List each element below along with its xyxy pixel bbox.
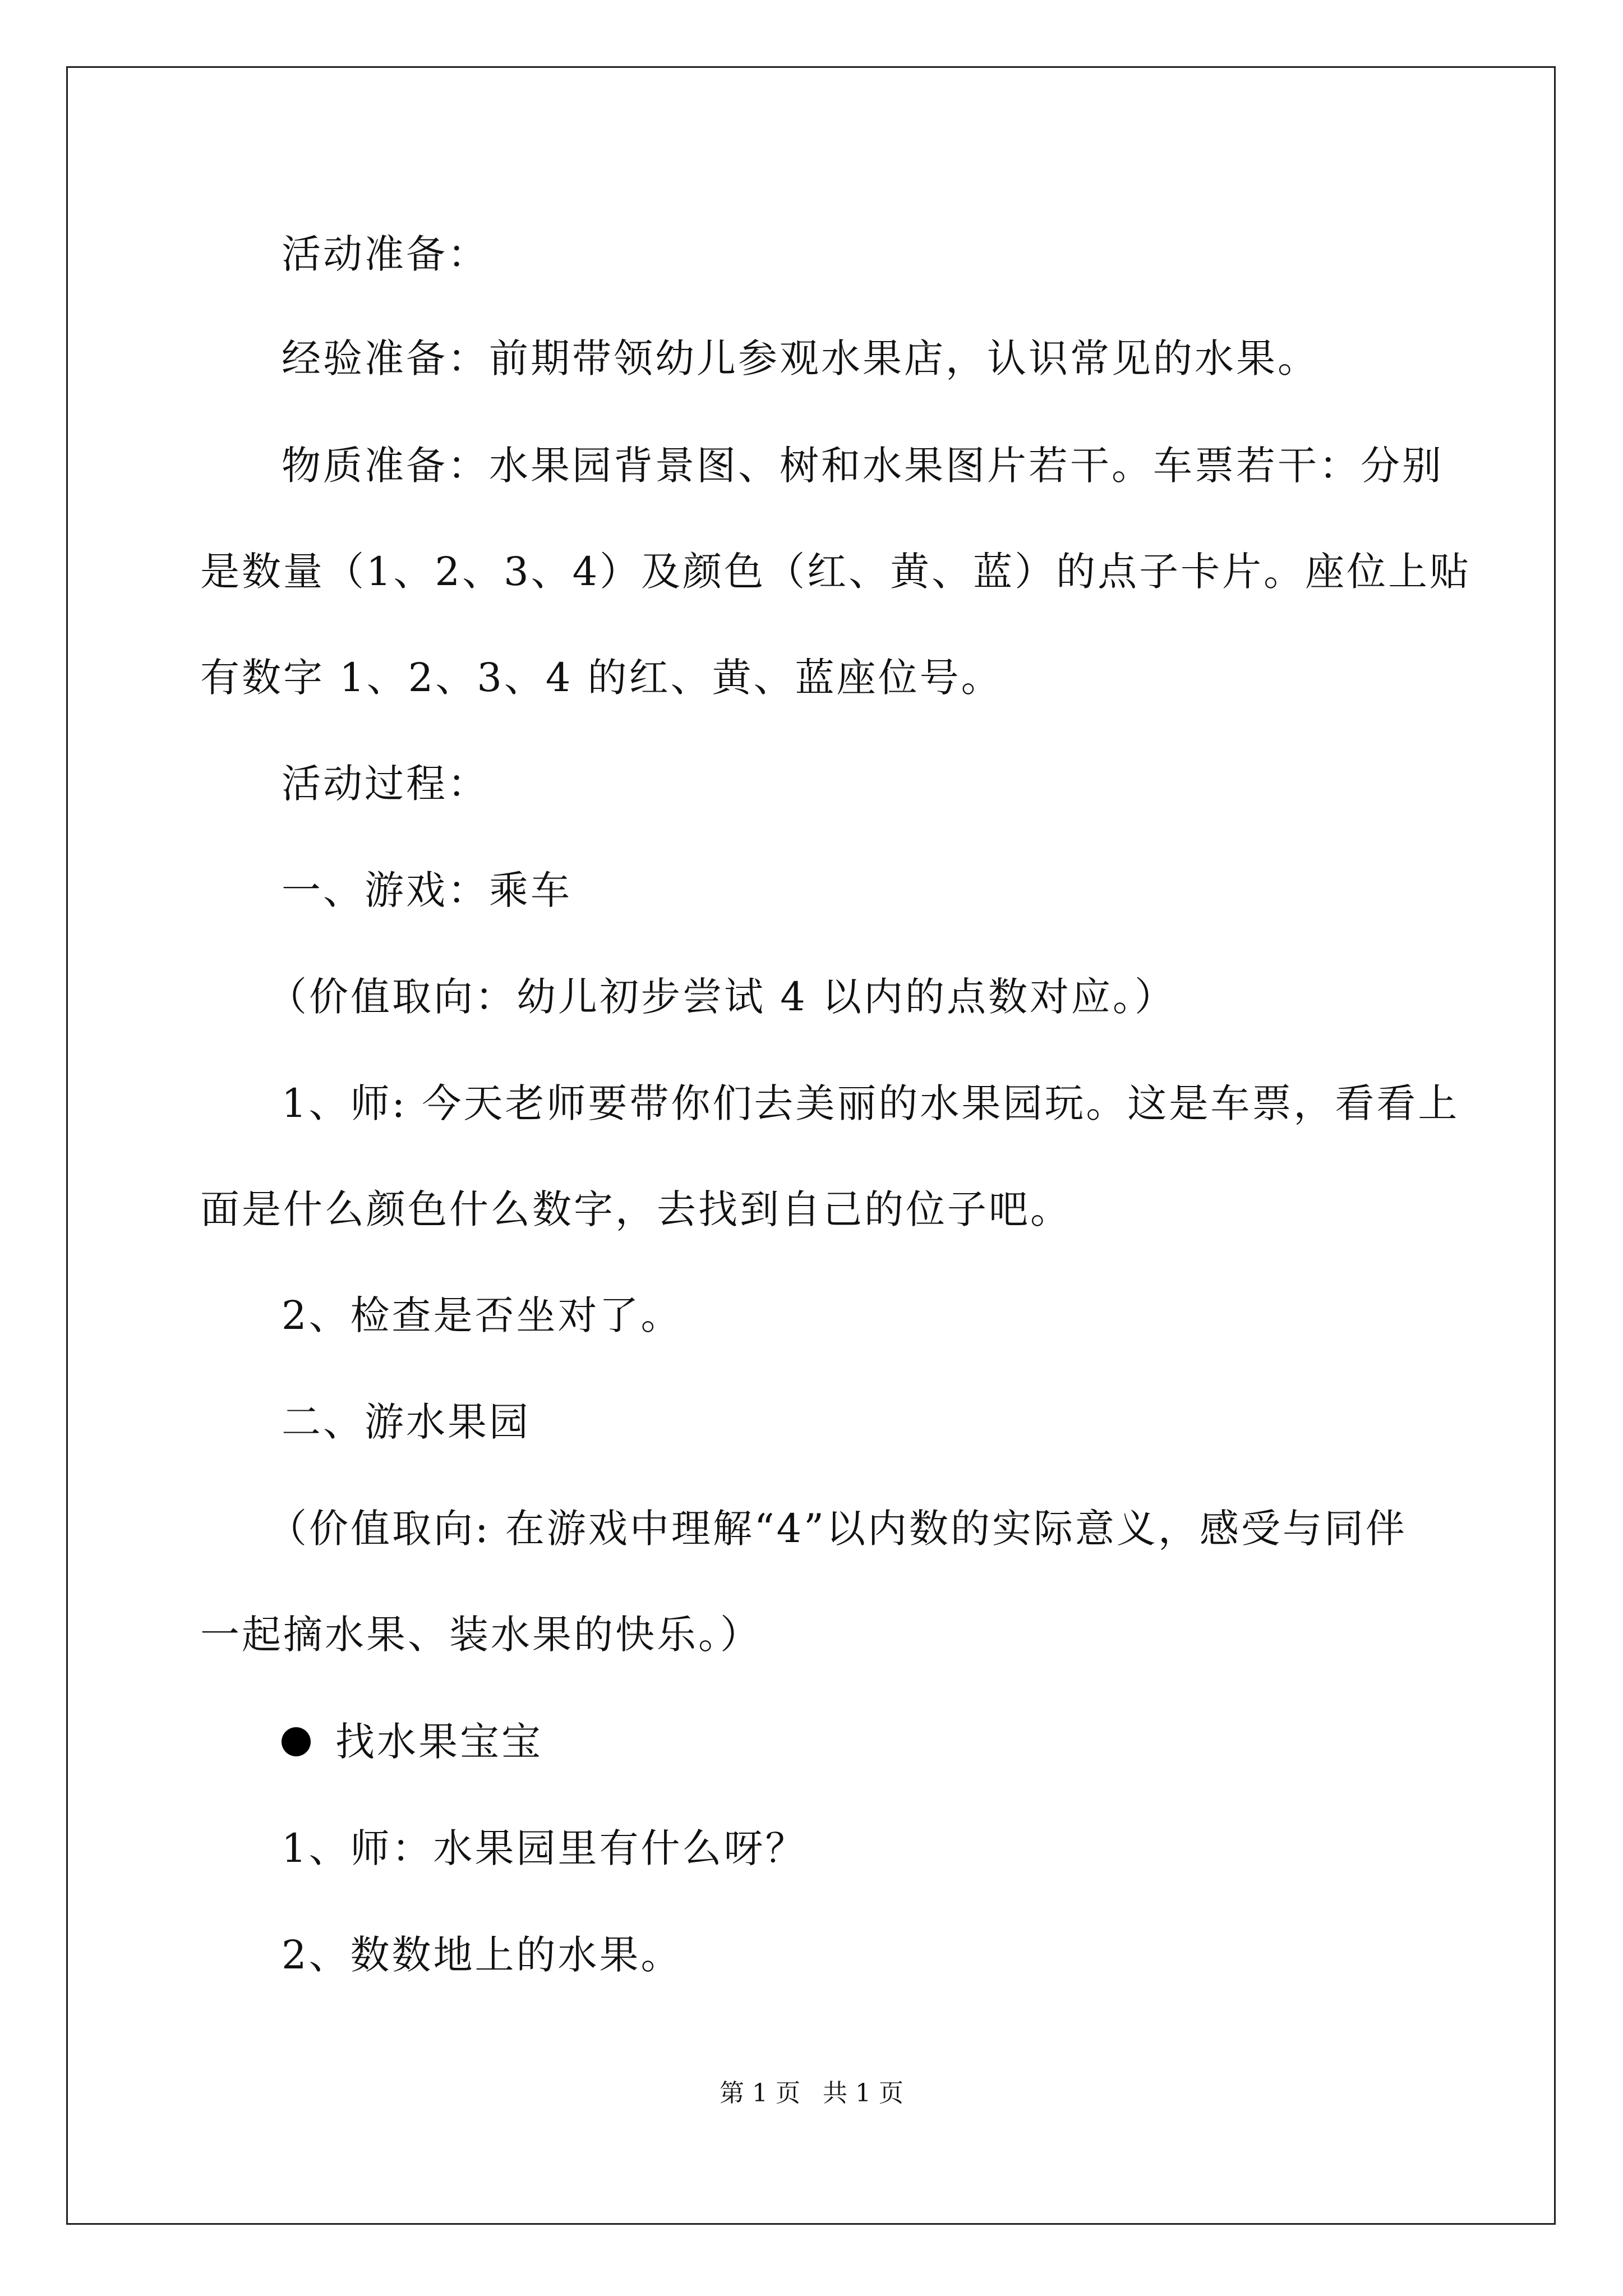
paragraph-6: （价值取向：幼儿初步尝试 4 以内的点数对应。） <box>268 974 1177 1020</box>
paragraph-8: 2、检查是否坐对了。 <box>282 1292 683 1338</box>
paragraph-10: （价值取向: 在游戏中理解“4”以内数的实际意义，感受与同伴 <box>268 1506 1407 1552</box>
paragraph-3-cont-1: 是数量（1、2、3、4）及颜色（红、黄、蓝）的点子卡片。座位上贴 <box>200 549 1472 595</box>
paragraph-3: 物质准备：水果园背景图、树和水果图片若干。车票若干：分别 <box>282 443 1444 489</box>
paragraph-11: 1、师：水果园里有什么呀？ <box>282 1825 807 1871</box>
paragraph-3-cont-2: 有数字 1、2、3、4 的红、黄、蓝座位号。 <box>200 655 1003 701</box>
page-number: 第 1 页 <box>720 2079 800 2108</box>
bullet-item <box>282 1717 543 1767</box>
bullet-icon <box>282 1727 311 1756</box>
bullet-text: 找水果宝宝 <box>335 1719 543 1765</box>
paragraph-12: 2、数数地上的水果。 <box>282 1932 683 1978</box>
paragraph-2: 经验准备：前期带领幼儿参观水果店，认识常见的水果。 <box>282 335 1319 381</box>
paragraph-7: 1、师: 今天老师要带你们去美丽的水果园玩。这是车票，看看上 <box>282 1080 1460 1126</box>
paragraph-5: 一、游戏：乘车 <box>282 867 572 913</box>
page-footer <box>0 2077 1623 2110</box>
paragraph-4: 活动过程： <box>282 761 489 807</box>
paragraph-7-cont: 面是什么颜色什么数字，去找到自己的位子吧。 <box>200 1186 1072 1232</box>
paragraph-1: 活动准备： <box>282 231 489 277</box>
page-total: 共 1 页 <box>823 2079 903 2108</box>
paragraph-10-cont: 一起摘水果、装水果的快乐。） <box>200 1612 762 1658</box>
page-border <box>66 66 1556 2225</box>
paragraph-9: 二、游水果园 <box>282 1399 531 1445</box>
